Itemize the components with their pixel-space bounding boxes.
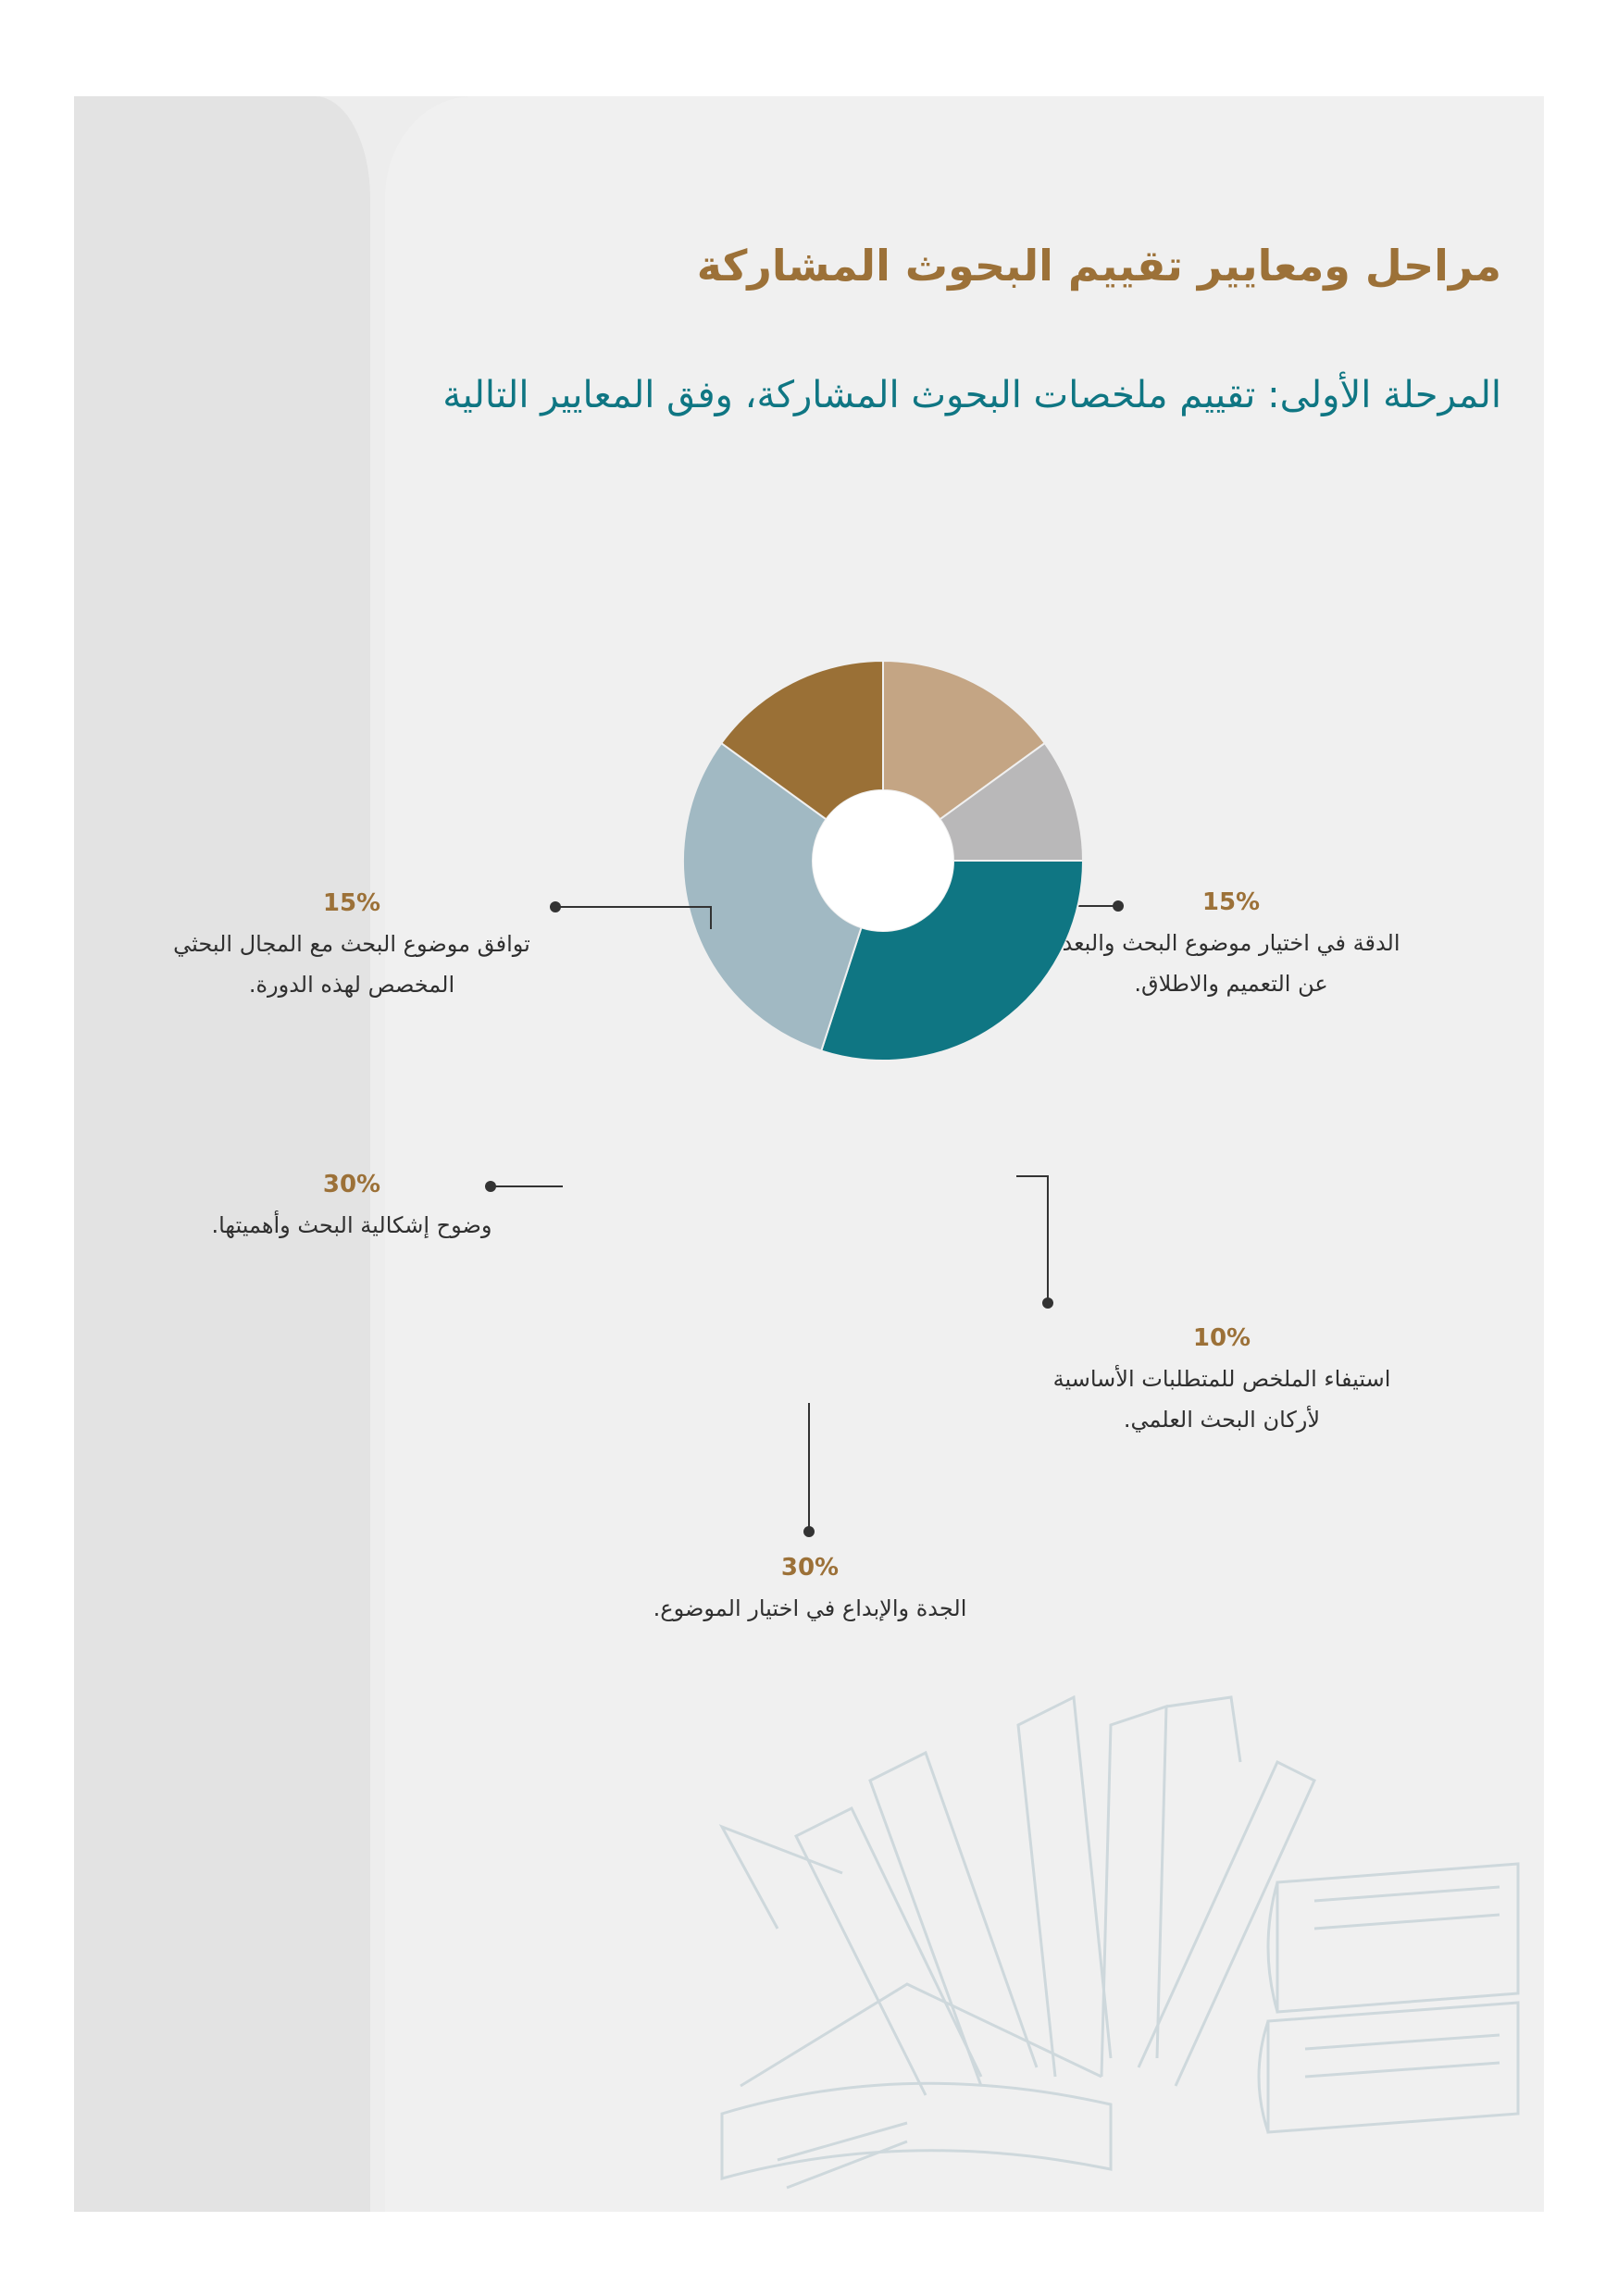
slice-percent: 15%	[1201, 888, 1261, 916]
slice-percent: 30%	[322, 1171, 381, 1198]
slice-percent: 30%	[780, 1554, 840, 1582]
slice-percent: 15%	[322, 889, 381, 917]
donut-hole	[813, 790, 953, 931]
leader-dot-novelty	[803, 1526, 815, 1537]
slice-description: عن التعميم والاطلاق.	[1134, 971, 1328, 997]
donut-chart	[74, 96, 1544, 2212]
slice-label-clarity	[139, 1164, 565, 1246]
slice-label-alignment	[120, 883, 583, 1005]
page-subtitle: المرحلة الأولى: تقييم ملخصات البحوث المشاركة، وفق المعايير التالية	[442, 374, 1501, 416]
slice-description: الجدة والإبداع في اختيار الموضوع.	[653, 1595, 967, 1621]
slice-label-accuracy	[1027, 882, 1435, 1004]
slice-description: استيفاء الملخص للمتطلبات الأساسية	[1052, 1366, 1391, 1392]
page	[74, 96, 1544, 2212]
slice-description: وضوح إشكالية البحث وأهميتها.	[211, 1212, 492, 1238]
slice-description: الدقة في اختيار موضوع البحث والبعد	[1062, 930, 1400, 956]
slice-percent: 10%	[1192, 1324, 1251, 1352]
slice-label-requirements	[1000, 1318, 1444, 1440]
page-title: مراحل ومعايير تقييم البحوث المشاركة	[696, 241, 1501, 291]
slice-description: لأركان البحث العلمي.	[1123, 1407, 1321, 1433]
slice-description: توافق موضوع البحث مع المجال البحثي	[173, 931, 530, 957]
slice-description: المخصص لهذه الدورة.	[248, 972, 455, 998]
leader-dot-requirements	[1042, 1297, 1053, 1309]
slice-label-novelty	[592, 1547, 1027, 1629]
leader-line-requirements	[1016, 1176, 1048, 1303]
